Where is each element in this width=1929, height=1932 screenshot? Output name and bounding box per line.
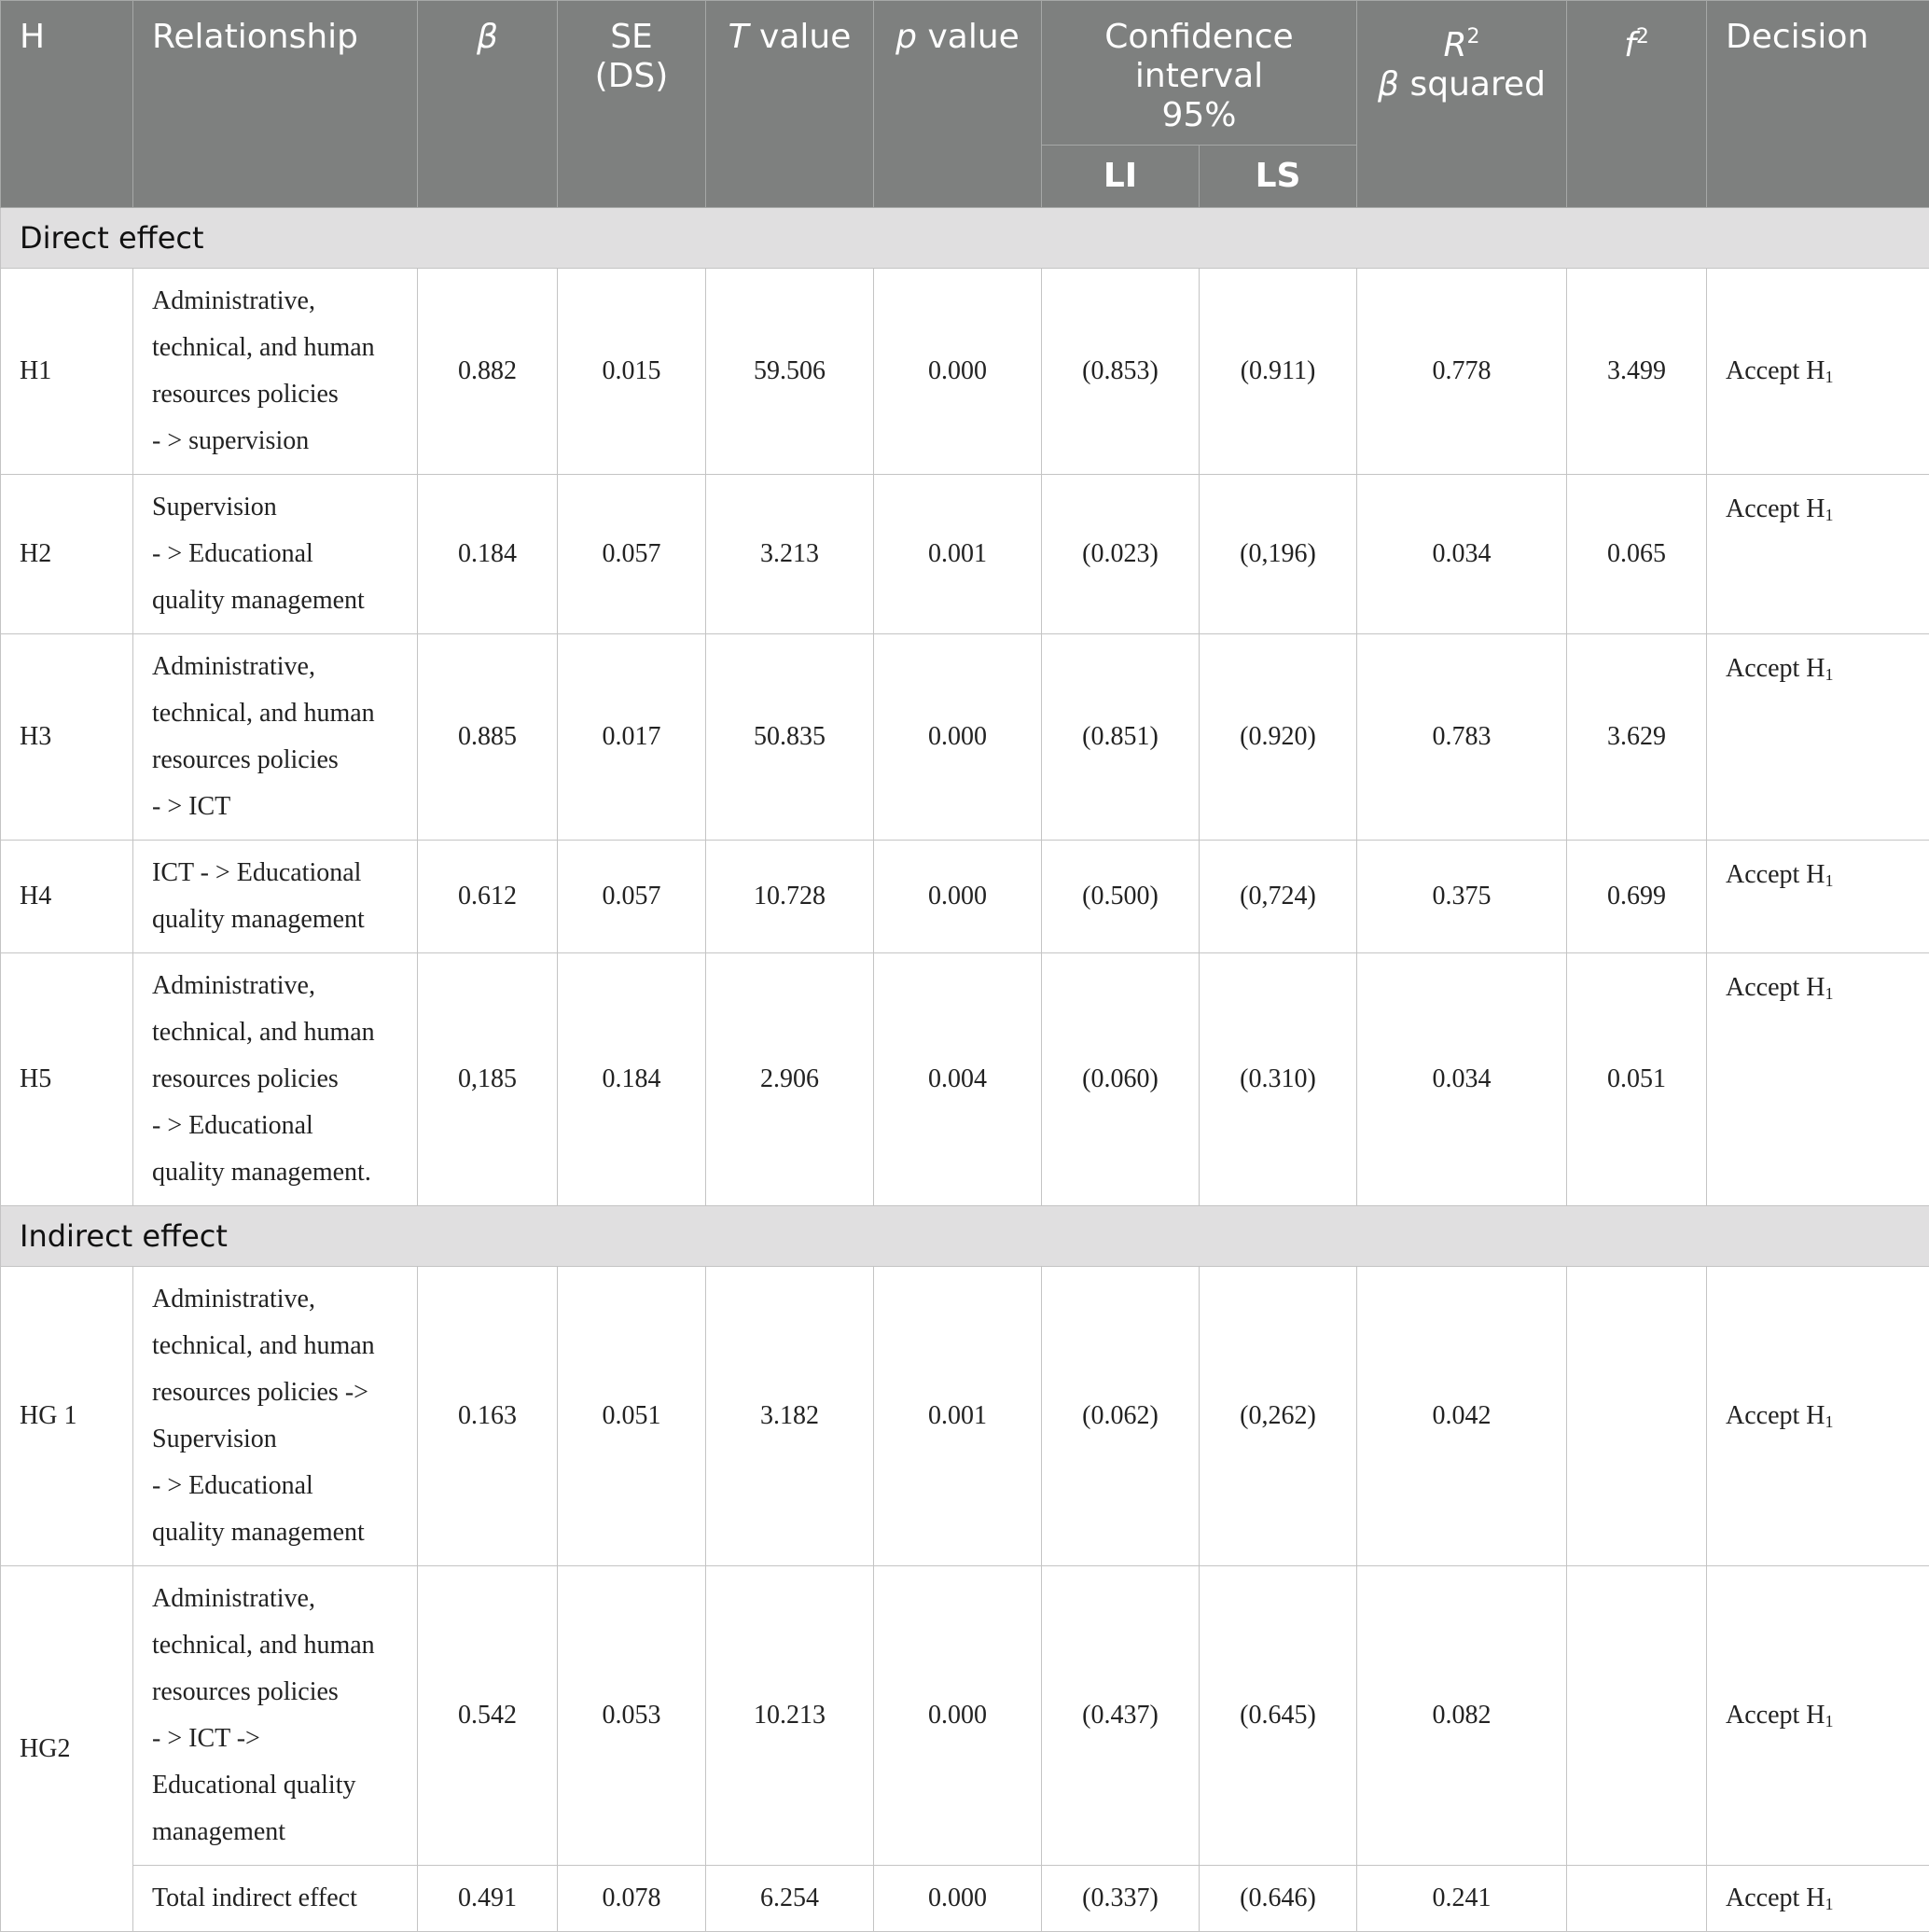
hypothesis-cell: HG2 — [1, 1566, 133, 1932]
decision-text: Accept H — [1726, 654, 1825, 683]
table-row — [1, 1267, 1929, 1566]
t-cell: 10.213 — [706, 1566, 874, 1866]
decision-cell — [1707, 841, 1929, 953]
relationship-line: - > ICT — [152, 792, 230, 821]
ls-cell: (0,724) — [1200, 841, 1357, 953]
t-cell: 50.835 — [706, 634, 874, 841]
decision-cell — [1707, 634, 1929, 841]
se-cell: 0.017 — [558, 634, 706, 841]
t-cell: 3.182 — [706, 1267, 874, 1566]
p-cell: 0.000 — [874, 841, 1042, 953]
decision-text: Accept H — [1726, 356, 1825, 385]
table-row — [1, 634, 1929, 841]
decision-cell — [1707, 1866, 1929, 1932]
relationship-line: resources policies — [152, 380, 339, 409]
section-label: Indirect effect — [1, 1206, 1929, 1267]
f2-cell: 0.051 — [1567, 953, 1707, 1206]
r2-cell: 0.082 — [1357, 1566, 1567, 1866]
decision-text: Accept H — [1726, 1883, 1825, 1912]
f2-cell — [1567, 1866, 1707, 1932]
table-header — [1, 1, 1929, 208]
f2-cell: 3.629 — [1567, 634, 1707, 841]
se-cell: 0.184 — [558, 953, 706, 1206]
ls-cell: (0.645) — [1200, 1566, 1357, 1866]
relationship-line: technical, and human — [152, 699, 375, 728]
section-label: Direct effect — [1, 208, 1929, 269]
decision-subscript: 1 — [1825, 1712, 1834, 1730]
decision-subscript: 1 — [1825, 984, 1834, 1003]
relationship-line: - > supervision — [152, 426, 309, 455]
header-se: SE (DS) — [558, 1, 706, 208]
relationship-line: - > ICT -> — [152, 1724, 260, 1753]
relationship-line: Supervision — [152, 1425, 277, 1453]
t-cell: 3.213 — [706, 475, 874, 634]
relationship-line: technical, and human — [152, 1331, 375, 1360]
relationship-cell — [133, 953, 418, 1206]
relationship-line: ICT - > Educational — [152, 858, 361, 887]
relationship-cell — [133, 841, 418, 953]
r2-cell: 0.034 — [1357, 953, 1567, 1206]
relationship-line: - > Educational — [152, 539, 313, 568]
beta-cell: 0.491 — [418, 1866, 558, 1932]
table-row — [1, 953, 1929, 1206]
section-row — [1, 1206, 1929, 1267]
relationship-line: Administrative, — [152, 286, 315, 315]
li-cell: (0.023) — [1042, 475, 1200, 634]
header-r-squared: $R^2$ β squared — [1357, 1, 1567, 208]
table-row — [1, 841, 1929, 953]
relationship-line: resources policies — [152, 1677, 339, 1706]
t-cell: 2.906 — [706, 953, 874, 1206]
beta-cell: 0.163 — [418, 1267, 558, 1566]
decision-subscript: 1 — [1825, 368, 1834, 386]
t-cell: 6.254 — [706, 1866, 874, 1932]
decision-subscript: 1 — [1825, 871, 1834, 890]
decision-cell — [1707, 1267, 1929, 1566]
table-body — [1, 208, 1929, 1932]
relationship-line: resources policies — [152, 745, 339, 774]
relationship-cell — [133, 269, 418, 475]
relationship-line: Total indirect effect — [152, 1883, 357, 1912]
decision-text: Accept H — [1726, 860, 1825, 889]
p-cell: 0.000 — [874, 269, 1042, 475]
header-confidence-interval: Confidence interval 95% — [1042, 1, 1357, 146]
p-cell: 0.001 — [874, 1267, 1042, 1566]
header-f-squared: $f^2$ — [1567, 1, 1707, 208]
se-cell: 0.015 — [558, 269, 706, 475]
relationship-cell — [133, 634, 418, 841]
section-row — [1, 208, 1929, 269]
p-cell: 0.004 — [874, 953, 1042, 1206]
beta-cell: 0.882 — [418, 269, 558, 475]
decision-subscript: 1 — [1825, 506, 1834, 524]
relationship-line: - > Educational — [152, 1471, 313, 1500]
relationship-cell — [133, 1267, 418, 1566]
relationship-cell — [133, 475, 418, 634]
relationship-line: quality management — [152, 586, 365, 615]
header-relationship: Relationship — [133, 1, 418, 208]
ls-cell: (0.646) — [1200, 1866, 1357, 1932]
decision-subscript: 1 — [1825, 665, 1834, 684]
relationship-line: Educational quality — [152, 1771, 356, 1800]
hypothesis-cell: H3 — [1, 634, 133, 841]
r2-cell: 0.375 — [1357, 841, 1567, 953]
ls-cell: (0,262) — [1200, 1267, 1357, 1566]
f2-cell: 0.065 — [1567, 475, 1707, 634]
r2-cell: 0.783 — [1357, 634, 1567, 841]
relationship-line: Supervision — [152, 493, 277, 521]
hypothesis-cell: HG 1 — [1, 1267, 133, 1566]
li-cell: (0.062) — [1042, 1267, 1200, 1566]
li-cell: (0.437) — [1042, 1566, 1200, 1866]
hypothesis-cell: H5 — [1, 953, 133, 1206]
hypothesis-cell: H2 — [1, 475, 133, 634]
table-row — [1, 1866, 1929, 1932]
se-cell: 0.051 — [558, 1267, 706, 1566]
relationship-line: resources policies — [152, 1064, 339, 1093]
decision-text: Accept H — [1726, 1701, 1825, 1730]
relationship-line: resources policies -> — [152, 1378, 368, 1407]
relationship-line: quality management. — [152, 1158, 371, 1187]
p-cell: 0.000 — [874, 634, 1042, 841]
t-cell: 59.506 — [706, 269, 874, 475]
decision-text: Accept H — [1726, 973, 1825, 1002]
relationship-line: Administrative, — [152, 652, 315, 681]
ls-cell: (0,196) — [1200, 475, 1357, 634]
relationship-line: management — [152, 1817, 285, 1846]
p-cell: 0.001 — [874, 475, 1042, 634]
li-cell: (0.853) — [1042, 269, 1200, 475]
r2-cell: 0.778 — [1357, 269, 1567, 475]
ls-cell: (0.310) — [1200, 953, 1357, 1206]
relationship-line: technical, and human — [152, 1631, 375, 1660]
beta-cell: 0.542 — [418, 1566, 558, 1866]
f2-cell: 0.699 — [1567, 841, 1707, 953]
se-cell: 0.053 — [558, 1566, 706, 1866]
header-decision: Decision — [1707, 1, 1929, 208]
beta-cell: 0,185 — [418, 953, 558, 1206]
hypothesis-cell: H4 — [1, 841, 133, 953]
f2-cell: 3.499 — [1567, 269, 1707, 475]
relationship-line: quality management — [152, 1518, 365, 1547]
decision-text: Accept H — [1726, 1401, 1825, 1430]
relationship-cell — [133, 1866, 418, 1932]
relationship-line: quality management — [152, 905, 365, 934]
li-cell: (0.851) — [1042, 634, 1200, 841]
relationship-cell — [133, 1566, 418, 1866]
f2-cell — [1567, 1566, 1707, 1866]
decision-cell — [1707, 953, 1929, 1206]
relationship-line: Administrative, — [152, 971, 315, 1000]
r2-cell: 0.034 — [1357, 475, 1567, 634]
table-row — [1, 475, 1929, 634]
table-row — [1, 1566, 1929, 1866]
decision-subscript: 1 — [1825, 1895, 1834, 1913]
hypothesis-cell: H1 — [1, 269, 133, 475]
decision-subscript: 1 — [1825, 1412, 1834, 1431]
se-cell: 0.057 — [558, 841, 706, 953]
f2-cell — [1567, 1267, 1707, 1566]
header-ls: LS — [1200, 146, 1357, 208]
header-h: H — [1, 1, 133, 208]
decision-cell — [1707, 269, 1929, 475]
relationship-line: Administrative, — [152, 1584, 315, 1613]
ls-cell: (0.920) — [1200, 634, 1357, 841]
header-beta: β — [418, 1, 558, 208]
relationship-line: technical, and human — [152, 333, 375, 362]
header-t-value: T value — [706, 1, 874, 208]
r2-cell: 0.042 — [1357, 1267, 1567, 1566]
decision-text: Accept H — [1726, 494, 1825, 523]
se-cell: 0.078 — [558, 1866, 706, 1932]
header-li: LI — [1042, 146, 1200, 208]
relationship-line: - > Educational — [152, 1111, 313, 1140]
table-row — [1, 269, 1929, 475]
decision-cell — [1707, 475, 1929, 634]
p-cell: 0.000 — [874, 1866, 1042, 1932]
decision-cell — [1707, 1566, 1929, 1866]
li-cell: (0.500) — [1042, 841, 1200, 953]
relationship-line: Administrative, — [152, 1285, 315, 1313]
r2-cell: 0.241 — [1357, 1866, 1567, 1932]
li-cell: (0.337) — [1042, 1866, 1200, 1932]
beta-cell: 0.612 — [418, 841, 558, 953]
header-p-value: p value — [874, 1, 1042, 208]
ls-cell: (0.911) — [1200, 269, 1357, 475]
t-cell: 10.728 — [706, 841, 874, 953]
relationship-line: technical, and human — [152, 1018, 375, 1047]
li-cell: (0.060) — [1042, 953, 1200, 1206]
se-cell: 0.057 — [558, 475, 706, 634]
beta-cell: 0.885 — [418, 634, 558, 841]
beta-cell: 0.184 — [418, 475, 558, 634]
p-cell: 0.000 — [874, 1566, 1042, 1866]
